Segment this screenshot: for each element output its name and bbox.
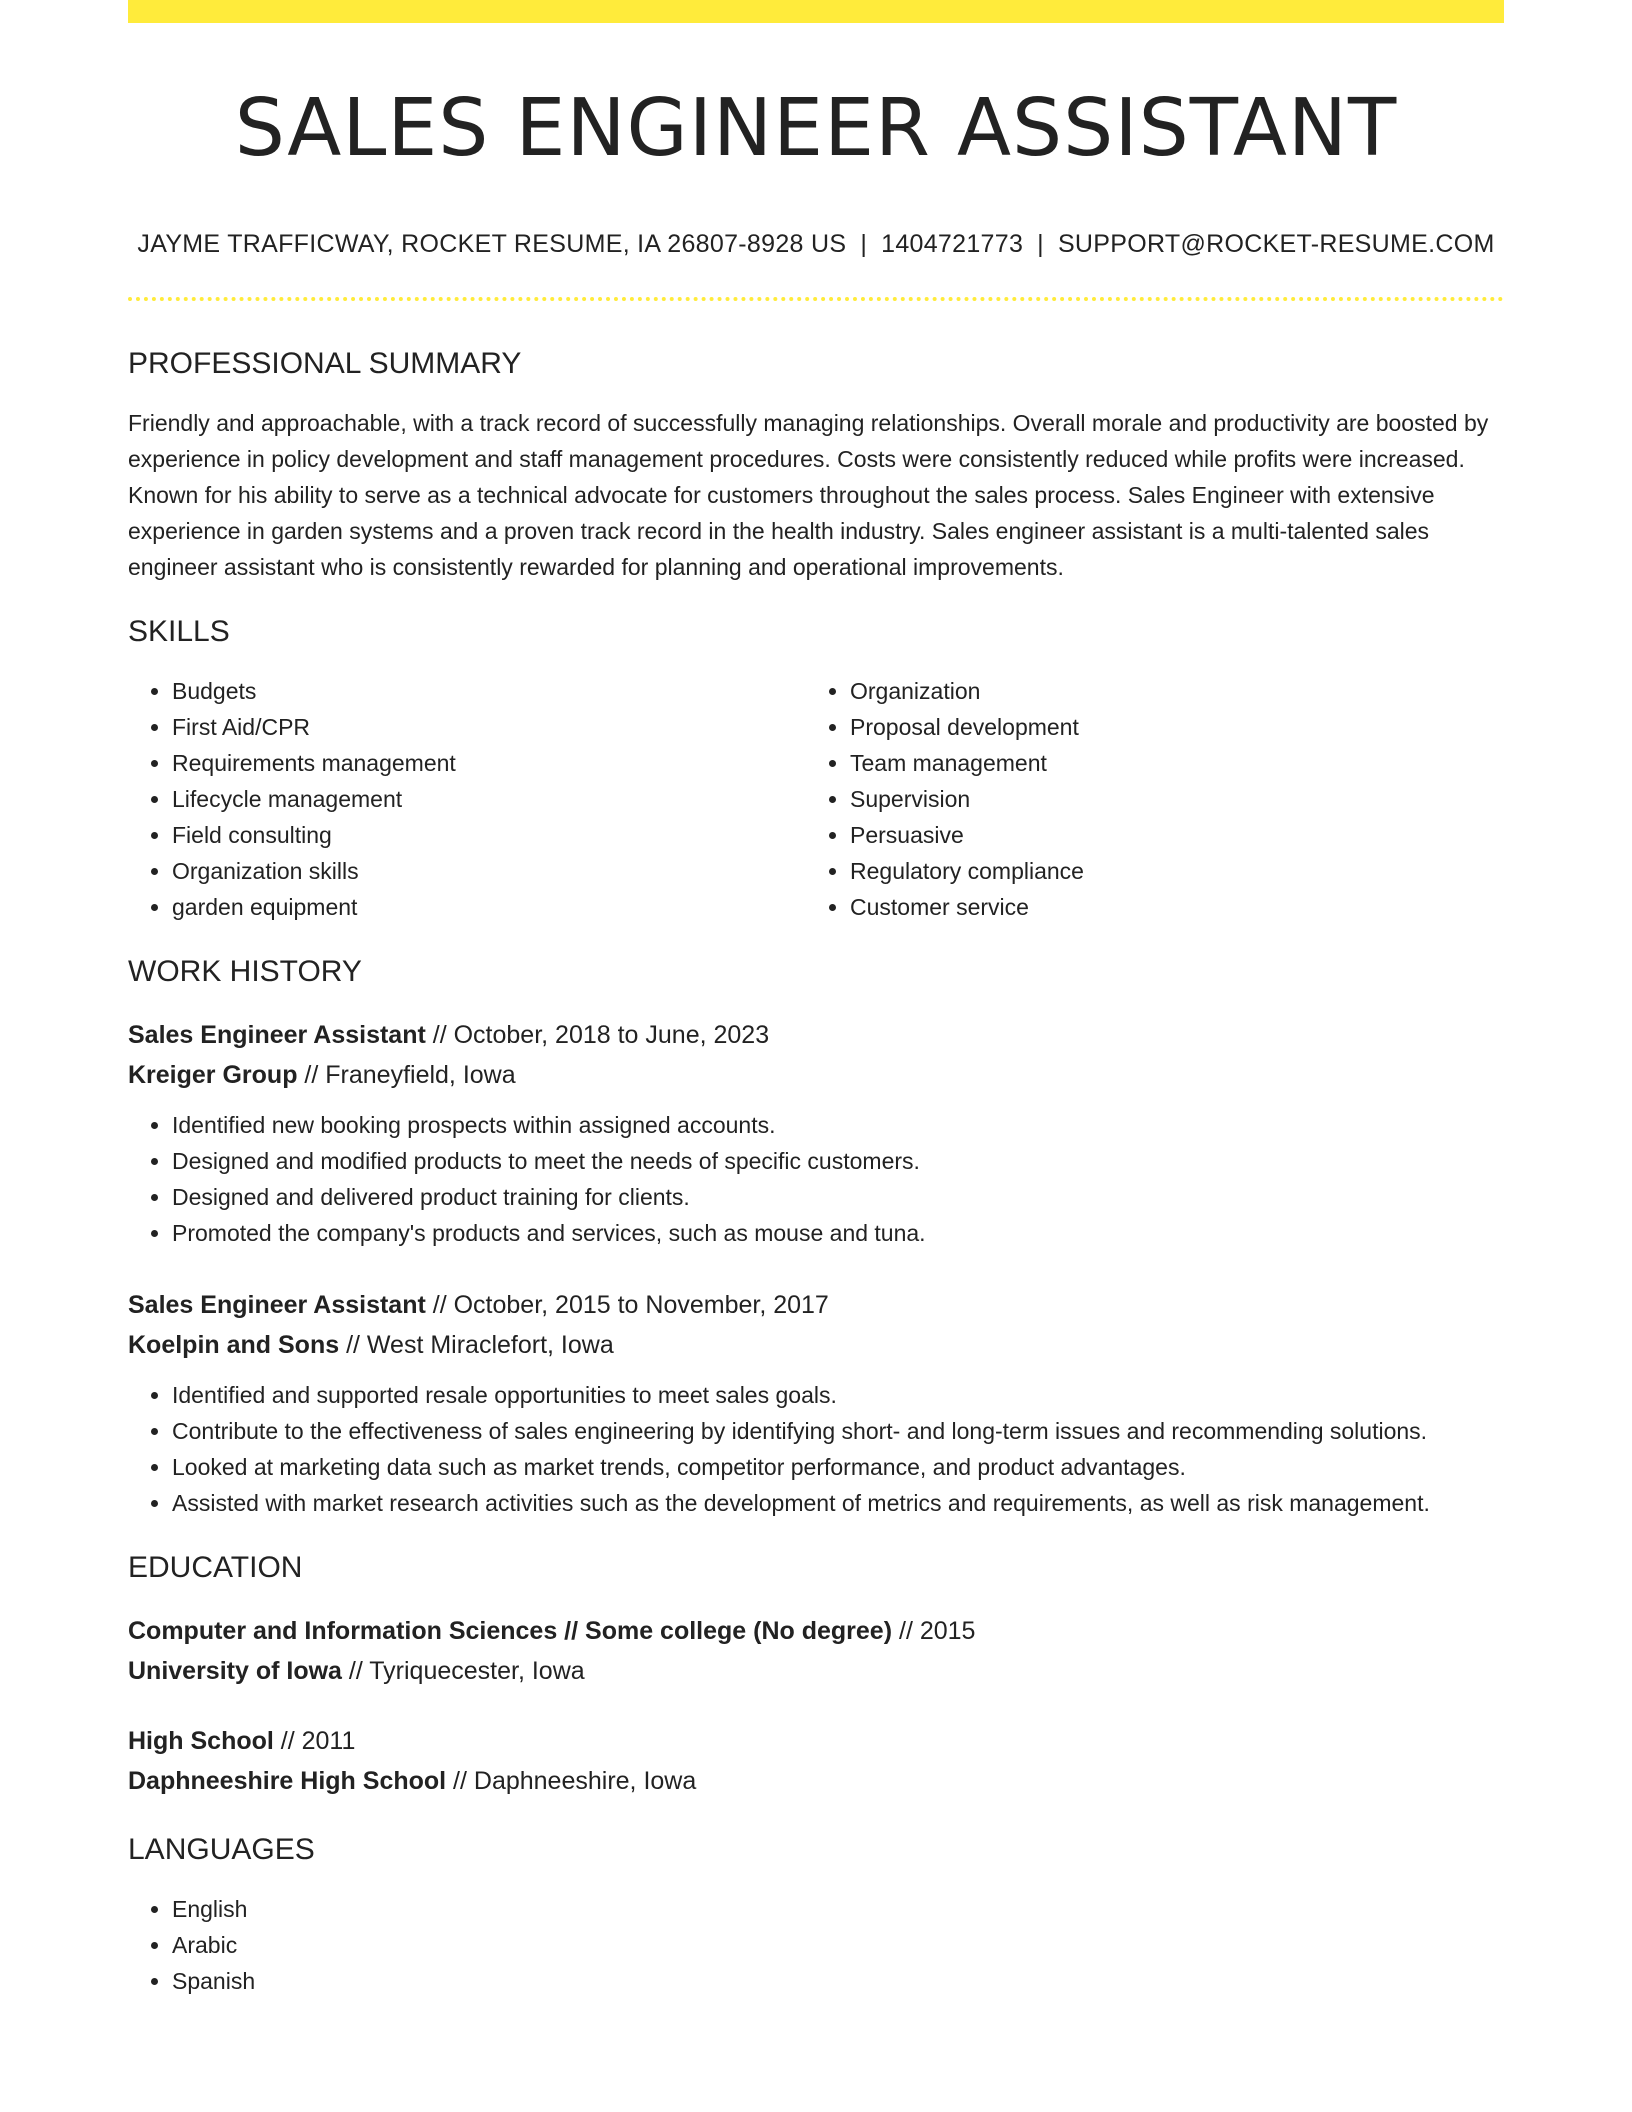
job-location: // Franeyfield, Iowa [297, 1060, 516, 1089]
skill-item: • First Aid/CPR [172, 709, 806, 745]
job-title: Sales Engineer Assistant [128, 1290, 426, 1319]
education-year: // 2011 [273, 1726, 356, 1755]
education-year: // 2015 [892, 1616, 976, 1645]
education-heading: EDUCATION [128, 1550, 303, 1584]
job-bullet: • Assisted with market research activities such as the development of metrics and requirements, as well as risk management. [172, 1485, 1504, 1521]
page-title: SALES ENGINEER ASSISTANT [234, 82, 1398, 174]
skill-item: • Regulatory compliance [850, 853, 1484, 889]
language-item: • English [172, 1891, 1504, 1927]
job-bullet: • Identified new booking prospects within assigned accounts. [172, 1107, 1504, 1143]
job-bullet: • Looked at marketing data such as market trends, competitor performance, and product advantages. [172, 1449, 1504, 1485]
job-company: Kreiger Group [128, 1060, 298, 1089]
skill-item: • Proposal development [850, 709, 1484, 745]
resume-page [128, 0, 1504, 1999]
contact-line [128, 230, 1504, 259]
skill-item: • Field consulting [172, 817, 806, 853]
job-bullet: • Designed and modified products to meet the needs of specific customers. [172, 1143, 1504, 1179]
skills-list [128, 673, 1504, 925]
languages-list [128, 1891, 1504, 1999]
languages-heading: LANGUAGES [128, 1832, 315, 1866]
education-location: // Tyriquecester, Iowa [341, 1656, 585, 1685]
contact-email: SUPPORT@ROCKET-RESUME.COM [1057, 229, 1495, 258]
education-entry-1 [128, 1611, 1504, 1691]
skill-item: • Requirements management [172, 745, 806, 781]
education-school: University of Iowa [128, 1656, 342, 1685]
job-bullets-2 [128, 1377, 1504, 1521]
education-degree: High School [128, 1726, 274, 1755]
job-entry-2 [128, 1285, 1504, 1365]
education-location: // Daphneeshire, Iowa [446, 1766, 697, 1795]
skill-item: • Persuasive [850, 817, 1484, 853]
contact-separator: | [1037, 229, 1044, 258]
skill-item: • Supervision [850, 781, 1484, 817]
education-degree-line [128, 1721, 1504, 1761]
job-entry-1 [128, 1015, 1504, 1095]
job-bullet: • Designed and delivered product training for clients. [172, 1179, 1504, 1215]
job-company-line [128, 1055, 1504, 1095]
contact-separator: | [860, 229, 868, 258]
job-location: // West Miraclefort, Iowa [339, 1330, 614, 1359]
job-dates: // October, 2015 to November, 2017 [425, 1290, 829, 1319]
accent-bar [128, 0, 1504, 23]
job-title: Sales Engineer Assistant [128, 1020, 426, 1049]
job-bullet: • Identified and supported resale opportunities to meet sales goals. [172, 1377, 1504, 1413]
language-item: • Spanish [172, 1963, 1504, 1999]
skill-item: • Organization skills [172, 853, 806, 889]
summary-text: Friendly and approachable, with a track record of successfully managing relationships. Overall morale and productivity are boosted by experience in policy development and staff management procedures. Costs were consistently reduced while profits were increased. Known for his ability to serve as a technical advocate for customers throughout the sales process. Sales Engineer with extensive experience in garden systems and a proven track record in the health industry. Sales engineer assistant is a multi-talented sales engineer assistant who is consistently rewarded for planning and operational improvements. [128, 409, 1489, 580]
job-title-line [128, 1285, 1504, 1325]
skill-item: • Budgets [172, 673, 806, 709]
skills-column-right [806, 673, 1484, 925]
dotted-divider [128, 297, 1504, 301]
skill-item: • Customer service [850, 889, 1484, 925]
job-company: Koelpin and Sons [128, 1330, 340, 1359]
contact-address: JAYME TRAFFICWAY, ROCKET RESUME, IA 26807-8928 US [137, 229, 847, 258]
skills-column-left [128, 673, 806, 925]
language-item: • Arabic [172, 1927, 1504, 1963]
job-bullets-1 [128, 1107, 1504, 1251]
job-dates: // October, 2018 to June, 2023 [425, 1020, 770, 1049]
education-degree: Computer and Information Sciences // Some college (No degree) [128, 1616, 893, 1645]
education-school-line [128, 1651, 1504, 1691]
job-title-line [128, 1015, 1504, 1055]
skill-item: • garden equipment [172, 889, 806, 925]
skill-item: • Lifecycle management [172, 781, 806, 817]
summary-heading: PROFESSIONAL SUMMARY [128, 346, 522, 380]
contact-phone: 1404721773 [881, 229, 1024, 258]
skill-item: • Team management [850, 745, 1484, 781]
job-bullet: • Promoted the company's products and services, such as mouse and tuna. [172, 1215, 1504, 1251]
job-company-line [128, 1325, 1504, 1365]
skill-item: • Organization [850, 673, 1484, 709]
work-history-heading: WORK HISTORY [128, 954, 362, 988]
skills-heading: SKILLS [128, 614, 230, 648]
education-school: Daphneeshire High School [128, 1766, 447, 1795]
education-degree-line [128, 1611, 1504, 1651]
education-entry-2 [128, 1721, 1504, 1801]
job-bullet: • Contribute to the effectiveness of sales engineering by identifying short- and long-term issues and recommending solutions. [172, 1413, 1504, 1449]
education-school-line [128, 1761, 1504, 1801]
